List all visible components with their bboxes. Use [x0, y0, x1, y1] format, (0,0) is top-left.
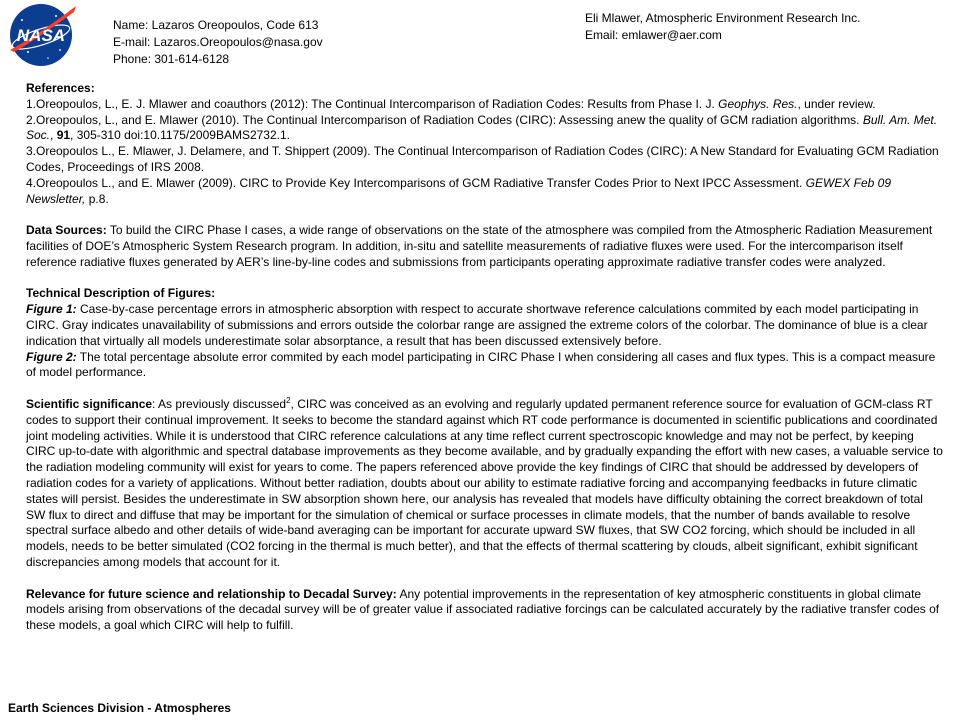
- significance-section: Scientific significance: As previously discussed$^2$, CIRC was conceived as an evolving and regularly updated permanent reference source for evaluation of GCM-class RT codes to support their continual improvement. It seeks to become the standard against which RT code performance is documented in scientific publications and coordinated joint modeling activities. While it is understood that CIRC reference calculations at any time reflect current spectroscopic knowledge and may not be perfect, by keeping CIRC up-to-date with algorithmic and spectral database improvements as they become available, and by gradually expanding the effort with new cases, a valuable service to the radiation modeling community will exist for years to come. The papers referenced above provide the key findings of CIRC that should be addressed by developers of radiation codes for a variety of applications. Without better radiation, doubts about our ability to estimate radiative forcing and accompanying feedbacks in future climatic states will persist. Besides the underestimate in SW absorption shown here, our analysis has revealed that models have difficulty obtaining the correct breakdown of total SW flux to direct and diffuse that may be important for the simulation of chemical or surface processes in climate models, that the number of bands available to resolve spectral surface albedo and other details of wide-band averaging can be important for accurate upward SW fluxes, that SW CO2 forcing, which should be included in all models, needs to be better simulated (CO2 forcing in the thermal is much better), and that the effects of thermal scattering by clouds, albeit significant, exhibit significant discrepancies among models that account for it.: [26, 395, 943, 569]
- citation-superscript: 2: [286, 395, 291, 405]
- references-section: [26, 81, 944, 207]
- data-sources-section: [26, 223, 944, 270]
- references-heading: References:: [26, 81, 95, 95]
- contact-name-2: Eli Mlawer, Atmospheric Environment Research Inc.: [585, 11, 861, 25]
- reference-item: 1.Oreopoulos, L., E. J. Mlawer and coauthors (2012): The Continual Intercomparison of Radiation Codes: Results from Phase I. J. Geophys. Res., under review.: [26, 96, 876, 111]
- main-content: [26, 81, 944, 650]
- relevance-section: [26, 587, 944, 634]
- technical-heading: Technical Description of Figures:: [26, 286, 216, 301]
- nasa-logo-text: NASA: [16, 26, 66, 45]
- contact-block-left: [113, 17, 323, 68]
- contact-name: Name: Lazaros Oreopoulos, Code 613: [113, 18, 319, 32]
- reference-item: 4.Oreopoulos L., and E. Mlawer (2009). CIRC to Provide Key Intercomparisons of GCM Radiative Transfer Codes Prior to Next IPCC Assessment. GEWEX Feb 09 Newsletter, p.8.: [26, 175, 892, 206]
- figure-1-text: Case-by-case percentage errors in atmospheric absorption with respect to accurate shortwave reference calculations commited by each model participating in CIRC. Gray indicates unavailability of submissions and errors outside the colorbar range are assigned the extreme colors of the colorbar. The dominance of blue is a clear indication that virtually all models underestimate solar absorptance, a result that has been discussed extensively before.: [26, 302, 928, 348]
- technical-description-section: [26, 286, 944, 381]
- relevance-text: Any potential improvements in the representation of key atmospheric constituents in global climate models arising from observations of the decadal survey will be of greater value if associated radiative forcings can be calculated accurately by the radiative transfer codes of these models, a goal which CIRC will help to fulfill.: [26, 586, 940, 633]
- footer-division: Earth Sciences Division - Atmospheres: [8, 701, 231, 715]
- figure-2-label: Figure 2:: [26, 349, 77, 364]
- figure-1-label: Figure 1:: [26, 302, 77, 317]
- significance-label: Scientific significance: [26, 396, 153, 411]
- significance-text: , CIRC was conceived as an evolving and regularly updated permanent reference source for evaluation of GCM-class RT codes to support their continual improvement. It seeks to become the standard against which RT code performance is documented in scientific publications and coordinated joint modeling activities. While it is understood that CIRC reference calculations at any time reflect current spectroscopic knowledge and may not be perfect, by keeping CIRC up-to-date with algorithmic and spectral database improvements as they become available, and by gradually expanding the effort with new cases, a valuable service to the radiation modeling community will exist for years to come. The papers referenced above provide the key findings of CIRC that should be addressed by developers of radiation codes for a variety of applications. Without better radiation, doubts about our ability to estimate radiative forcing and accompanying feedbacks in future climatic states will persist. Besides the underestimate in SW absorption shown here, our analysis has revealed that models have difficulty obtaining the correct breakdown of total SW flux to direct and diffuse that may be important for the simulation of chemical or surface processes in climate models, that the number of bands available to resolve spectral surface albedo and other details of wide-band averaging can be important for accurate upward SW fluxes, that SW CO2 forcing, which should be included in all models, needs to be better simulated (CO2 forcing in the thermal is much better), and that the effects of thermal scattering by clouds, albeit significant, exhibit significant discrepancies among models that account for it.: [26, 396, 943, 569]
- relevance-label: Relevance for future science and relationship to Decadal Survey:: [26, 586, 397, 601]
- reference-item: 2.Oreopoulos, L., and E. Mlawer (2010). The Continual Intercomparison of Radiation Codes (CIRC): Assessing anew the quality of GCM radiation algorithms. Bull. Am. Met. Soc., 91, 305-310 doi:10.1175/2009BAMS2732.1.: [26, 112, 938, 143]
- contact-block-right: [585, 10, 860, 44]
- contact-phone: Phone: 301-614-6128: [113, 52, 230, 66]
- reference-item: 3.Oreopoulos L., E. Mlawer, J. Delamere, and T. Shippert (2009). The Continual Intercomparison of Radiation Codes (CIRC): A New Standard for Evaluating GCM Radiation Codes, Proceedings of IRS 2008.: [26, 144, 939, 174]
- contact-email: E-mail: Lazaros.Oreopoulos@nasa.gov: [113, 35, 323, 49]
- contact-email-2: Email: emlawer@aer.com: [585, 28, 722, 42]
- data-sources-label: Data Sources:: [26, 223, 107, 238]
- figure-2-text: The total percentage absolute error commited by each model participating in CIRC Phase I when considering all cases and flux types. This is a compact measure of model performance.: [26, 349, 936, 380]
- data-sources-text: To build the CIRC Phase I cases, a wide range of observations on the state of the atmosphere was compiled from the Atmospheric Radiation Measurement facilities of DOE’s Atmospheric System Research program. In addition, in-situ and satellite measurements of radiative fluxes were used. For the intercomparison itself reference radiative fluxes generated by AER’s line-by-line codes and submissions from participants operating approximate radiative transfer codes were analyzed.: [26, 223, 933, 269]
- nasa-logo: [4, 2, 78, 68]
